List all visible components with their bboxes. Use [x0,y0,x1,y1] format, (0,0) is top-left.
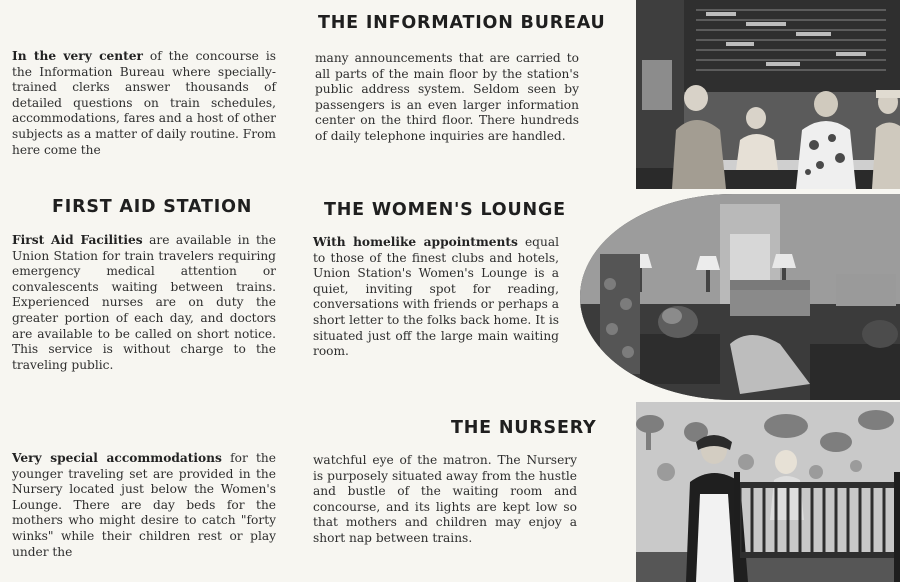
womens-lounge-illustration [580,194,900,400]
paragraph-first-aid [12,233,276,373]
text-first-aid: are available in the Union Station for train travelers requiring emergency medical attention or convalescents waiting between trains. Experienced nurses are on duty the greater portion of each day, and doctors are available to be called on short notice. This service is without charge to the traveling public. [12,233,276,372]
text-information-bureau-col1: of the concourse is the Information Bureau where specially-trained clerks answer thousands of detailed questions on train schedules, accommodations, fares and a host of other subjects as a matter of daily routine. From here come the [12,49,276,157]
photo-information-bureau [636,0,900,189]
paragraph-womens-lounge [313,235,559,360]
lead-nursery: Very special accommodations [12,451,222,465]
heading-first-aid-station: FIRST AID STATION [52,197,253,217]
photo-nursery [636,402,900,582]
paragraph-nursery-col1 [12,451,276,560]
paragraph-nursery-col2: watchful eye of the matron. The Nursery is purposely situated away from the hustle and bustle of the waiting room and concourse, and its lights are kept low so that mothers and children may enjoy a short nap between trains. [313,453,577,545]
text-womens-lounge: equal to those of the finest clubs and hotels, Union Station's Women's Lounge is a quiet, inviting spot for reading, conversations with friends or perhaps a short letter to the folks back home. It is situated just off the large main waiting room. [313,235,560,359]
lead-information-bureau: In the very center [12,49,143,63]
nursery-illustration [636,402,900,582]
heading-nursery: THE NURSERY [451,418,597,438]
lead-first-aid: First Aid Facilities [12,233,143,247]
heading-information-bureau: THE INFORMATION BUREAU [318,13,606,33]
information-bureau-illustration [636,0,900,189]
heading-womens-lounge: THE WOMEN'S LOUNGE [324,200,566,220]
paragraph-information-bureau-col1 [12,49,276,158]
paragraph-information-bureau-col2: many announcements that are carried to all parts of the main floor by the station's public address system. Seldom seen by passengers is an even larger information center on the third floor. There hundreds of daily telephone inquiries are handled. [315,51,579,143]
lead-womens-lounge: With homelike appointments [313,235,518,249]
photo-womens-lounge [580,194,900,400]
text-nursery-col1: for the younger traveling set are provided in the Nursery located just below the Women's Lounge. There are day beds for the mothers who might desire to catch "forty winks" while their children rest or play under the [12,451,276,559]
